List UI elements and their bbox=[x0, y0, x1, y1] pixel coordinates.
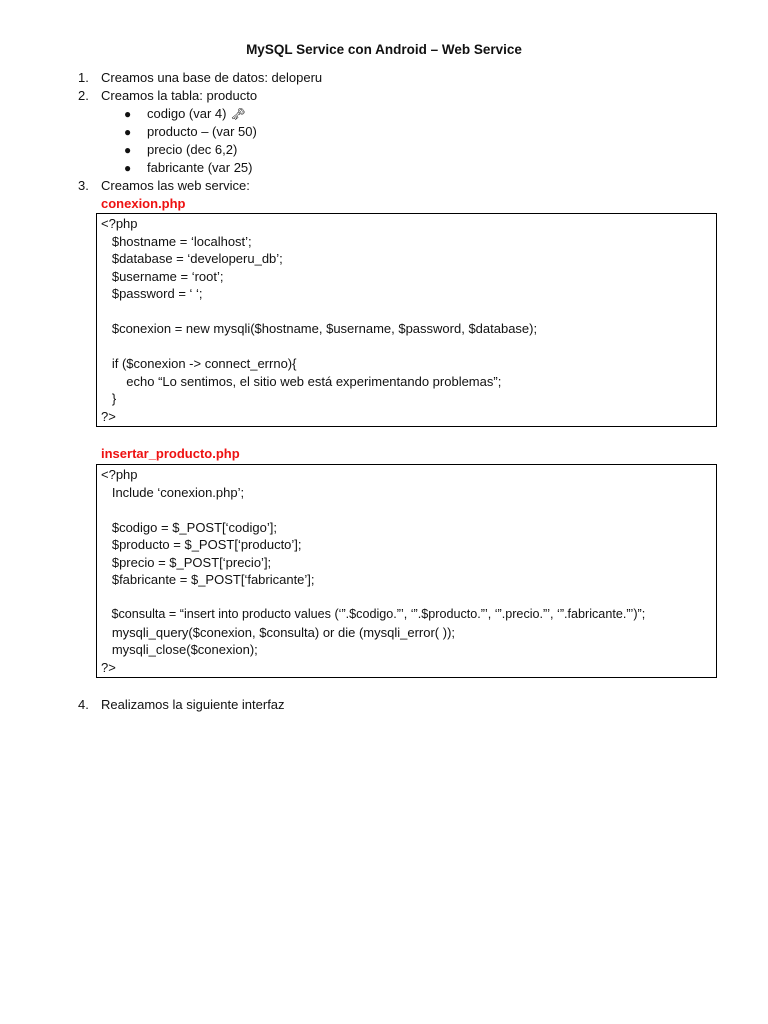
code-line: <?php bbox=[101, 467, 138, 482]
field-text: fabricante (var 25) bbox=[147, 160, 253, 175]
code-line: ?> bbox=[101, 659, 116, 675]
code-line: $fabricante = $_POST[‘fabricante’]; bbox=[101, 572, 315, 587]
field-text: precio (dec 6,2) bbox=[147, 142, 238, 157]
code-line: $codigo = $_POST[‘codigo’]; bbox=[101, 519, 277, 535]
page-title: MySQL Service con Android – Web Service bbox=[246, 42, 522, 57]
field-item bbox=[147, 105, 246, 123]
code-line: } bbox=[101, 391, 117, 406]
bullet-icon: ● bbox=[124, 107, 132, 121]
code-line: $database = ‘developeru_db’; bbox=[101, 251, 283, 266]
code-line: mysqli_close($conexion); bbox=[101, 642, 258, 657]
field-text: producto – (var 50) bbox=[147, 124, 257, 139]
code-block-insertar-producto bbox=[96, 464, 717, 678]
bullet-icon: ● bbox=[124, 125, 132, 139]
bullet-icon: ● bbox=[124, 143, 132, 157]
key-icon: 🗝 bbox=[230, 107, 246, 121]
code-block-conexion bbox=[96, 213, 717, 427]
step-text: Realizamos la siguiente interfaz bbox=[101, 697, 285, 712]
code-line: ?> bbox=[101, 408, 116, 424]
filename-insertar-producto: insertar_producto.php bbox=[101, 446, 240, 461]
code-line: $conexion = new mysqli($hostname, $username, $password, $database); bbox=[101, 321, 538, 336]
field-text: codigo (var 4) bbox=[147, 106, 227, 121]
code-line: $hostname = ‘localhost’; bbox=[101, 233, 252, 249]
code-line: echo “Lo sentimos, el sitio web está experimentando problemas”; bbox=[101, 373, 502, 389]
bullet-icon: ● bbox=[124, 161, 132, 175]
code-line: $precio = $_POST[‘precio’]; bbox=[101, 554, 272, 570]
step-number: 4. bbox=[78, 697, 89, 712]
step-text: Creamos la tabla: producto bbox=[101, 88, 258, 103]
step-text: Creamos una base de datos: deloperu bbox=[101, 70, 323, 85]
code-line: $producto = $_POST[‘producto’]; bbox=[101, 537, 302, 552]
code-line: if ($conexion -> connect_errno){ bbox=[101, 356, 297, 371]
code-line: $password = ‘ ‘; bbox=[101, 286, 203, 301]
code-line: <?php bbox=[101, 216, 138, 231]
code-line: Include ‘conexion.php’; bbox=[101, 484, 245, 500]
step-number: 2. bbox=[78, 88, 89, 103]
code-line: $username = ‘root’; bbox=[101, 268, 224, 284]
step-number: 1. bbox=[78, 70, 89, 85]
filename-conexion: conexion.php bbox=[101, 196, 186, 211]
step-text: Creamos las web service: bbox=[101, 178, 250, 193]
step-number: 3. bbox=[78, 178, 89, 193]
code-line: $consulta = “insert into producto values (‘”.$codigo.”’, ‘”.$producto.”’, ‘”.precio.”’, ‘”.fabricante.”’)”; bbox=[101, 607, 646, 621]
code-line: mysqli_query($conexion, $consulta) or die (mysqli_error( )); bbox=[101, 624, 456, 640]
